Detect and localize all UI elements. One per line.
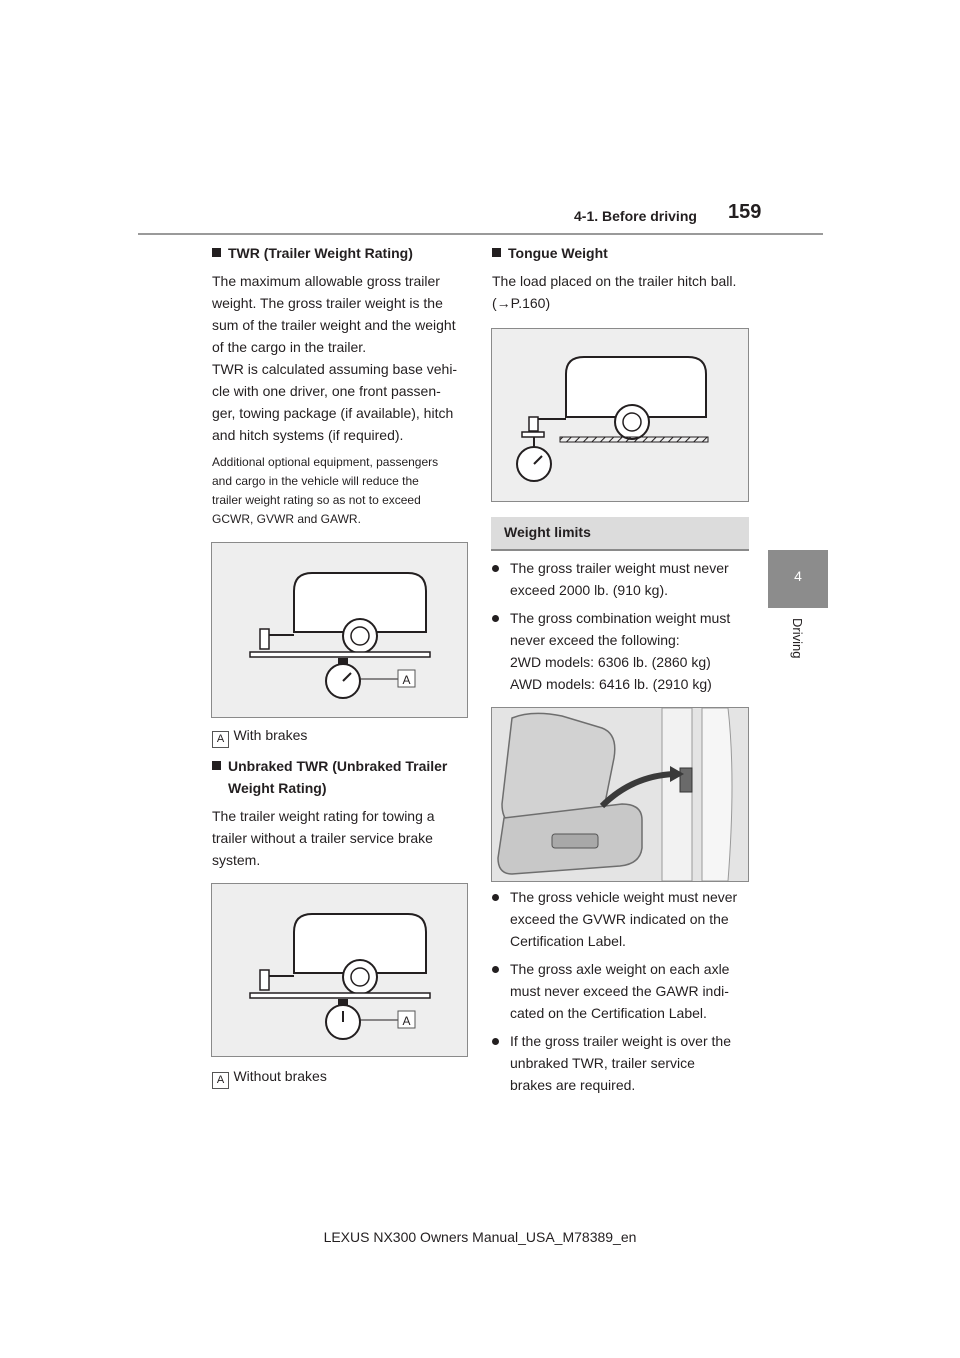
figure-label-a: A <box>402 673 411 687</box>
trailer-without-brakes-illustration <box>212 884 467 1056</box>
figure-trailer-with-brakes <box>211 542 468 718</box>
header-rule <box>138 233 823 235</box>
bullet-dot-icon <box>492 966 499 973</box>
square-bullet-icon <box>212 761 221 770</box>
page-number: 159 <box>728 201 762 223</box>
door-pillar-illustration <box>492 708 748 881</box>
chapter-number: 4 <box>794 568 802 584</box>
bullet-dot-icon <box>492 894 499 901</box>
tongue-weight-illustration <box>492 329 748 501</box>
figure-tongue-weight <box>491 328 749 502</box>
bullet-item: If the gross trailer weight is over the unbraked TWR, trailer service brakes are required. <box>492 1030 750 1096</box>
section-title: 4-1. Before driving <box>574 208 697 224</box>
chapter-label: Driving <box>790 618 805 659</box>
weight-limits-title: Weight limits <box>504 524 591 540</box>
tongue-heading: Tongue Weight <box>492 242 608 264</box>
caption-without-brakes: A Without brakes <box>212 1068 327 1089</box>
twr-heading: TWR (Trailer Weight Rating) <box>212 242 413 264</box>
bullet-dot-icon <box>492 1038 499 1045</box>
caption-letter: A <box>212 1072 229 1089</box>
figure-certification-label-location <box>491 707 749 882</box>
footer-manual-id: LEXUS NX300 Owners Manual_USA_M78389_en <box>323 1229 637 1245</box>
square-bullet-icon <box>212 248 221 257</box>
unbraked-heading: Unbraked TWR (Unbraked Trailer Weight Rating) <box>212 755 447 799</box>
bullet-item: The gross combination weight must never exceed the following: 2WD models: 6306 lb. (2860 kg) AWD models: 6416 lb. (2910 kg) <box>492 607 750 695</box>
unbraked-paragraph: The trailer weight rating for towing a trailer without a trailer service brake system. <box>212 808 435 868</box>
tongue-paragraph: The load placed on the trailer hitch ball. (→P.160) <box>492 273 737 311</box>
bullet-item: The gross axle weight on each axle must never exceed the GAWR indi- cated on the Certification Label. <box>492 958 750 1024</box>
bullet-dot-icon <box>492 565 499 572</box>
trailer-with-brakes-illustration <box>212 543 467 717</box>
figure-label-a: A <box>402 1014 411 1028</box>
bullet-dot-icon <box>492 615 499 622</box>
bullet-item: The gross trailer weight must never exceed 2000 lb. (910 kg). <box>492 557 750 601</box>
square-bullet-icon <box>492 248 501 257</box>
bullet-item: The gross vehicle weight must never exceed the GVWR indicated on the Certification Label. <box>492 886 750 952</box>
figure-trailer-without-brakes <box>211 883 468 1057</box>
caption-letter: A <box>212 731 229 748</box>
twr-note: Additional optional equipment, passengers and cargo in the vehicle will reduce the trailer weight rating so as not to exceed GCWR, GVWR and GAWR. <box>212 455 439 526</box>
twr-paragraph: The maximum allowable gross trailer weight. The gross trailer weight is the sum of the trailer weight and the weight of the cargo in the trailer. TWR is calculated assuming base vehi- cle with one driver, one front passen- ger, towing package (if available), hitch and hitch systems (if required). <box>212 273 458 443</box>
caption-with-brakes: A With brakes <box>212 727 307 748</box>
